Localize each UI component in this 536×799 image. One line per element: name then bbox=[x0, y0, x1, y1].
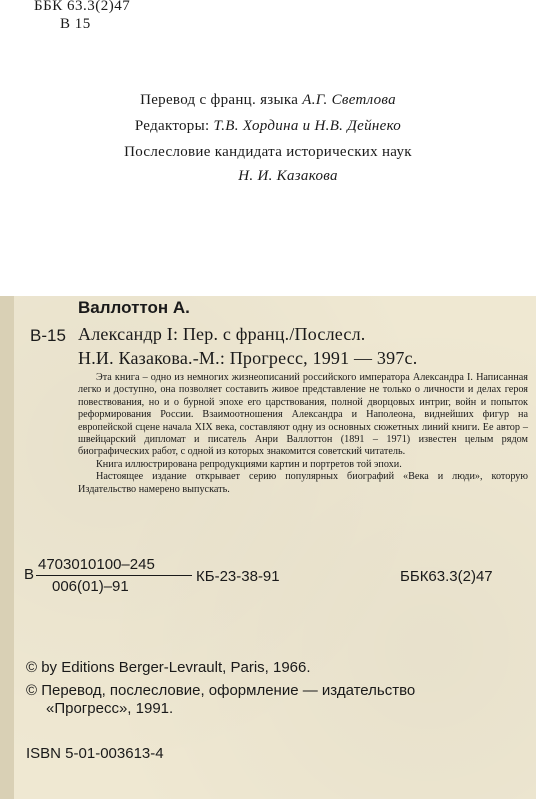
editors-label: Редакторы: bbox=[134, 118, 210, 134]
isbn: ISBN 5-01-003613-4 bbox=[26, 745, 164, 762]
translation-credit bbox=[0, 92, 536, 109]
card-annotation bbox=[78, 372, 528, 496]
translator-name: А.Г. Светлова bbox=[302, 92, 396, 108]
card-code: В-15 bbox=[30, 326, 66, 345]
code-denominator: 006(01)–91 bbox=[52, 578, 129, 595]
card-author: Валлоттон А. bbox=[78, 298, 190, 317]
editors-credit bbox=[0, 118, 536, 135]
fraction-rule bbox=[36, 575, 192, 576]
card-title-line1: Александр I: Пер. с франц./Послесл. bbox=[78, 324, 366, 344]
library-code-top: В 15 bbox=[60, 16, 91, 32]
code-numerator: 4703010100–245 bbox=[38, 556, 155, 573]
card-edge bbox=[0, 296, 14, 799]
annotation-paragraph: Книга иллюстрирована репродукциями картин и портретов той эпохи. bbox=[96, 458, 402, 470]
bbk-code-top: ББК 63.3(2)47 bbox=[34, 0, 131, 14]
translation-label: Перевод с франц. языка bbox=[140, 92, 299, 108]
copyright-translation: © Перевод, послесловие, оформление — издательство bbox=[26, 682, 416, 699]
code-letter: В bbox=[24, 566, 35, 583]
afterword-credit: Послесловие кандидата исторических наук bbox=[124, 144, 412, 160]
card-title-line2: Н.И. Казакова.-М.: Прогресс, 1991 — 397с. bbox=[78, 348, 418, 368]
copyright-publisher: «Прогресс», 1991. bbox=[46, 700, 174, 717]
editors-names: Т.В. Хордина и Н.В. Дейнеко bbox=[213, 118, 402, 134]
card-bbk: ББК63.3(2)47 bbox=[400, 568, 493, 585]
afterword-author: Н. И. Казакова bbox=[238, 168, 338, 184]
annotation-paragraph: Эта книга – одно из немногих жизнеописаний российского императора Александра I. Написанная легко и доступно, она позволяет составить живое представление не только о личности и делах героя повествования, но и о бурной эпохе его царствования, полной дворцовых интриг, войн и попыток реформирования России. Взаимоотношения Александра и Наполеона, виднейших фигур на европейской сцене начала XIX века, составляют одну из основных сюжетных линий книги. Ее автор – швейцарский дипломат и писатель Анри Валлоттон (1891 – 1971) известен целым рядом биографических работ, с одной из которых знакомится советский читатель. bbox=[78, 372, 528, 458]
annotation-paragraph: Настоящее издание открывает серию популярных биографий «Века и люди», которую Издательство намерено выпускать. bbox=[78, 471, 528, 495]
copyright-original: © by Editions Berger-Levrault, Paris, 1966. bbox=[26, 659, 311, 676]
kb-code: КБ-23-38-91 bbox=[196, 568, 280, 585]
